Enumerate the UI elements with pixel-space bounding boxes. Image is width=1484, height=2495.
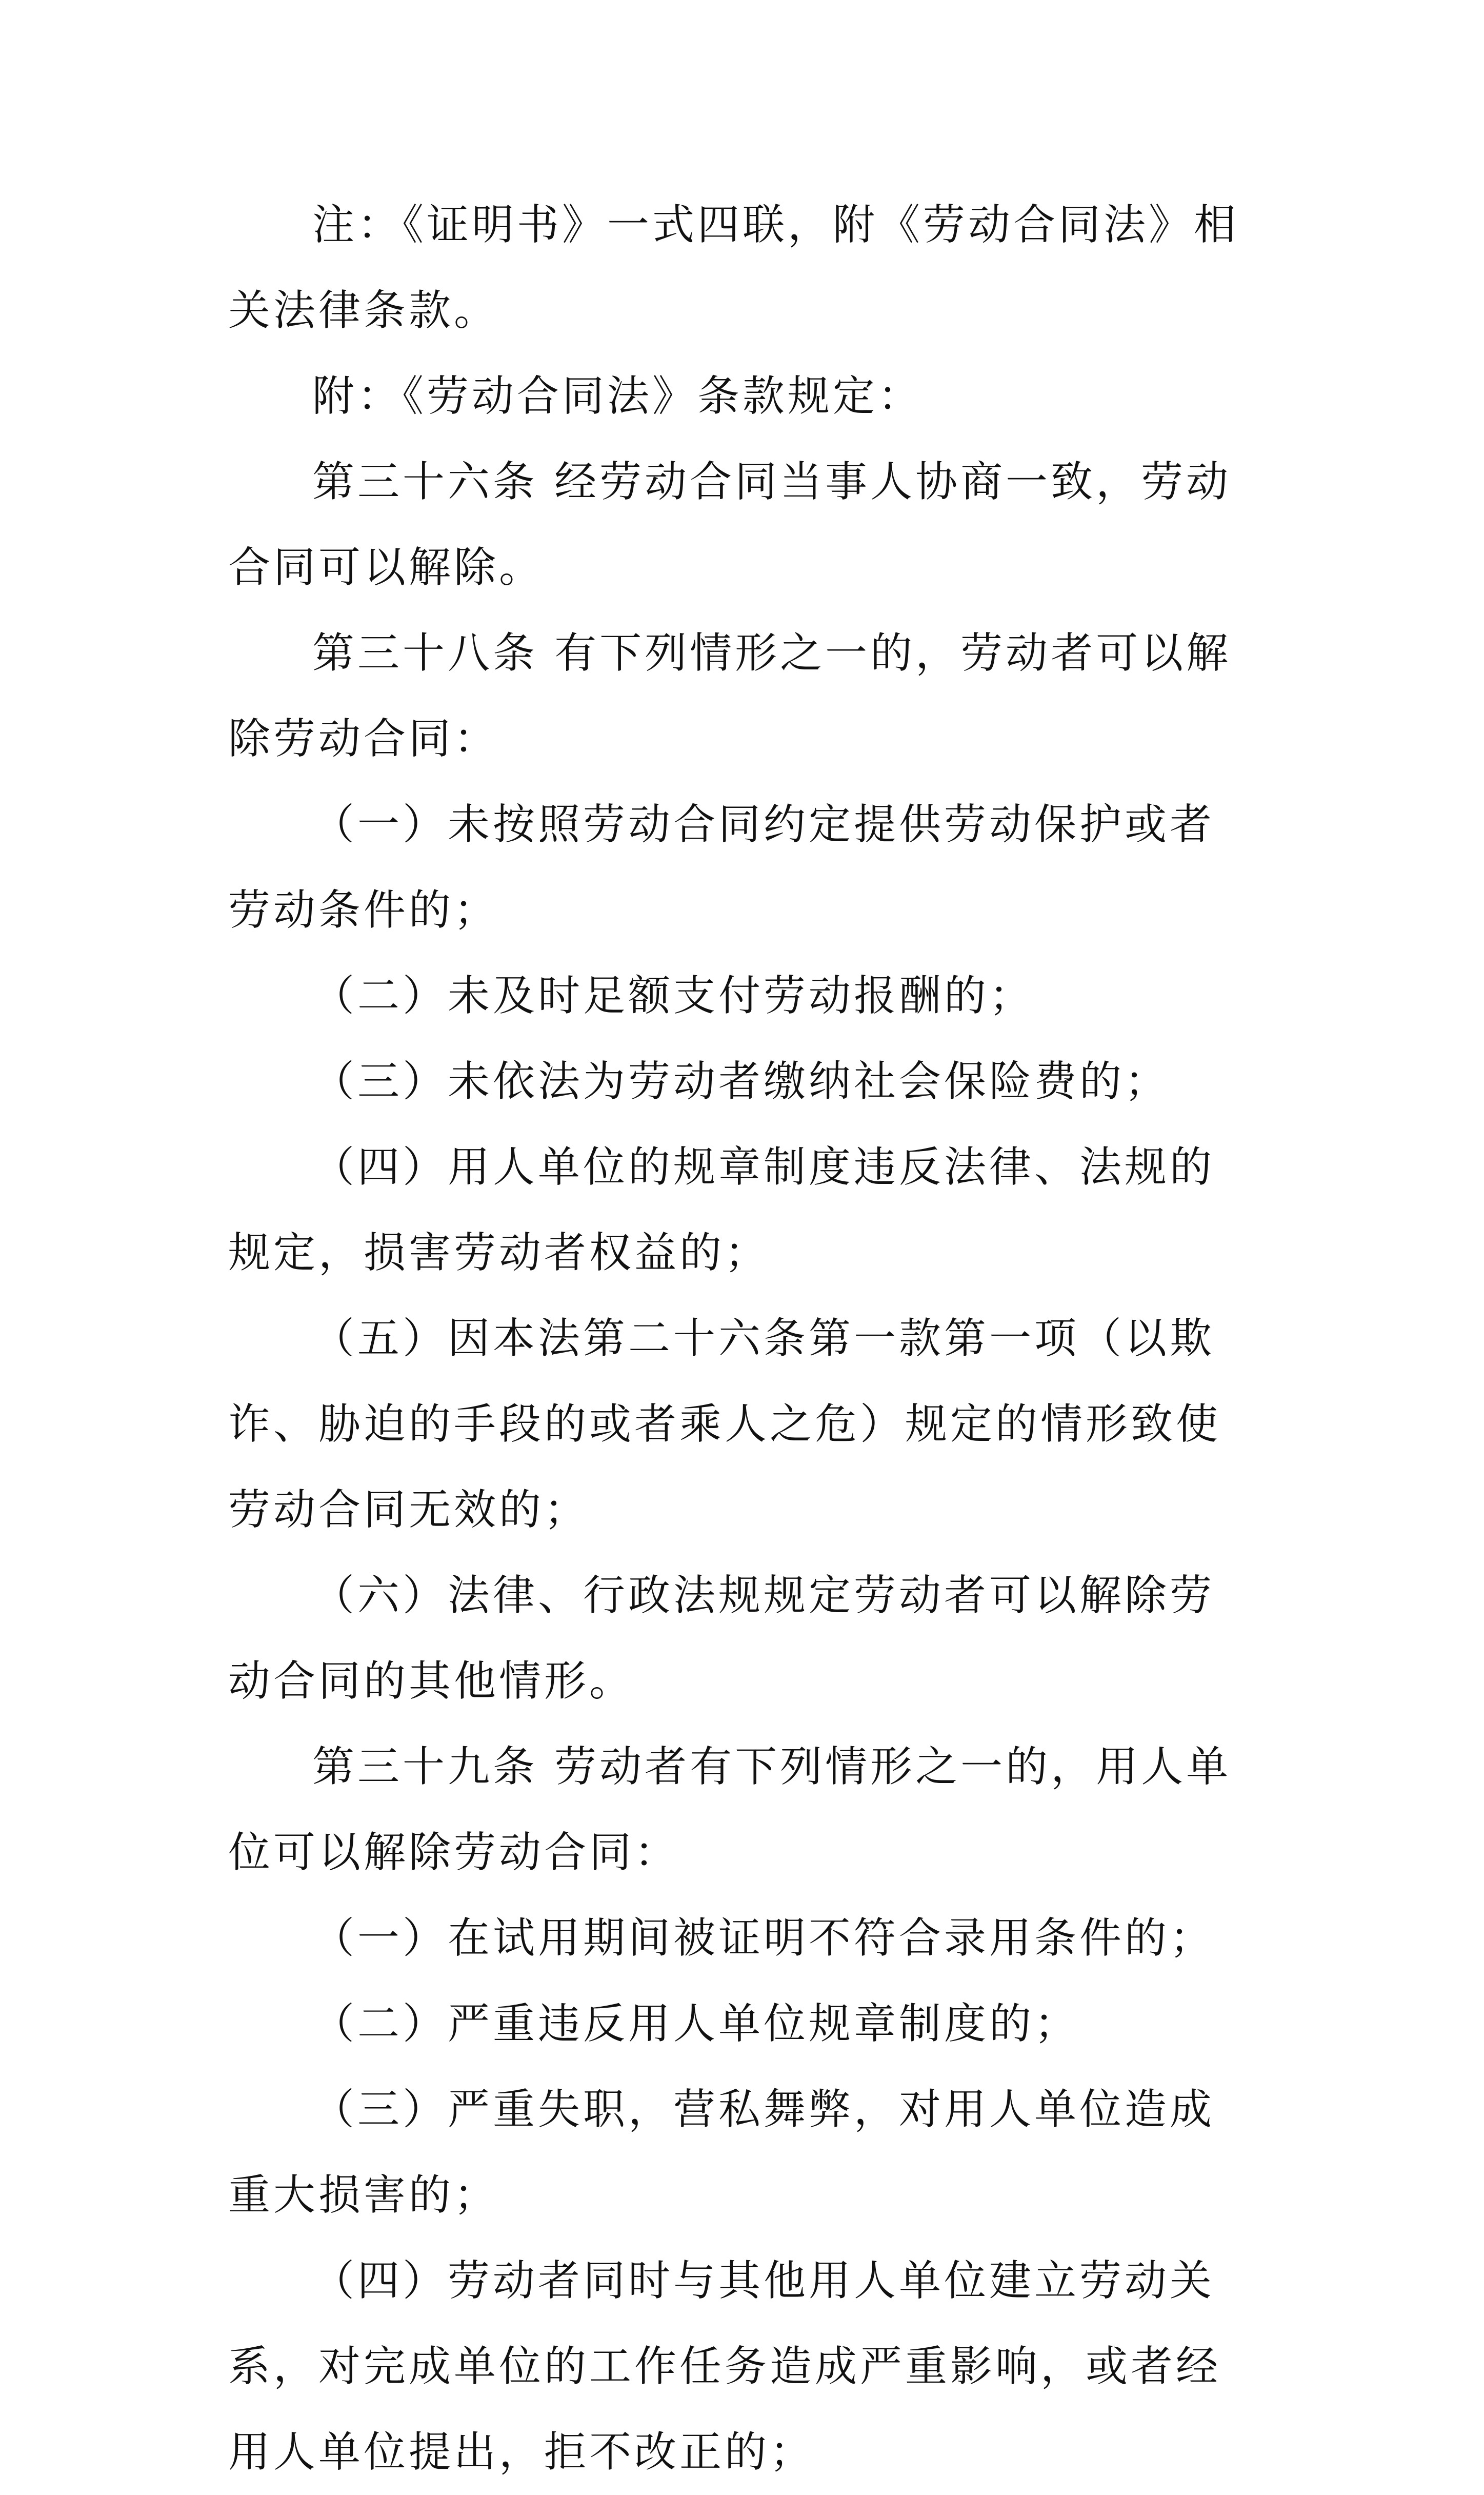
- article-39-item-1: （一）在试用期间被证明不符合录用条件的；: [312, 1914, 1215, 1963]
- article-38-item-4: （四）用人单位的规章制度违反法律、法规的规定，损害劳动者权益的；: [228, 1143, 1215, 1277]
- note-paragraph: 注：《证明书》一式四联，附《劳动合同法》相关法律条款。: [228, 201, 1239, 335]
- article-38-item-5: （五）因本法第二十六条第一款第一项（以欺诈、胁迫的手段的或者乘人之危）规定的情形致使劳动合同无效的；: [228, 1314, 1221, 1534]
- article-38-item-6: （六）法律、行政法规规定劳动者可以解除劳动合同的其他情形。: [228, 1571, 1215, 1706]
- article-39-item-2: （二）严重违反用人单位规章制度的；: [312, 1999, 1080, 2048]
- article-38-item-3: （三）未依法为劳动者缴纳社会保险费的；: [312, 1057, 1170, 1106]
- article-39-paragraph: 第三十九条 劳动者有下列情形之一的，用人单位可以解除劳动合同：: [228, 1742, 1232, 1877]
- article-38-item-2: （二）未及时足额支付劳动报酬的；: [312, 972, 1035, 1020]
- article-39-item-3: （三）严重失职，营私舞弊，对用人单位造成重大损害的；: [228, 2085, 1215, 2220]
- article-38-paragraph: 第三十八条 有下列情形之一的，劳动者可以解除劳动合同：: [228, 629, 1232, 763]
- document-body: [228, 182, 1256, 2495]
- article-38-item-1: （一）未按照劳动合同约定提供劳动保护或者劳动条件的；: [228, 800, 1215, 935]
- article-39-item-4: （四）劳动者同时与其他用人单位建立劳动关系，对完成单位的工作任务造成严重影响，或者经用人单位提出，拒不改正的；: [228, 2256, 1221, 2477]
- appendix-heading: 附：《劳动合同法》条款规定：: [312, 372, 924, 421]
- article-36-paragraph: 第三十六条 经劳动合同当事人协商一致，劳动合同可以解除。: [228, 458, 1232, 592]
